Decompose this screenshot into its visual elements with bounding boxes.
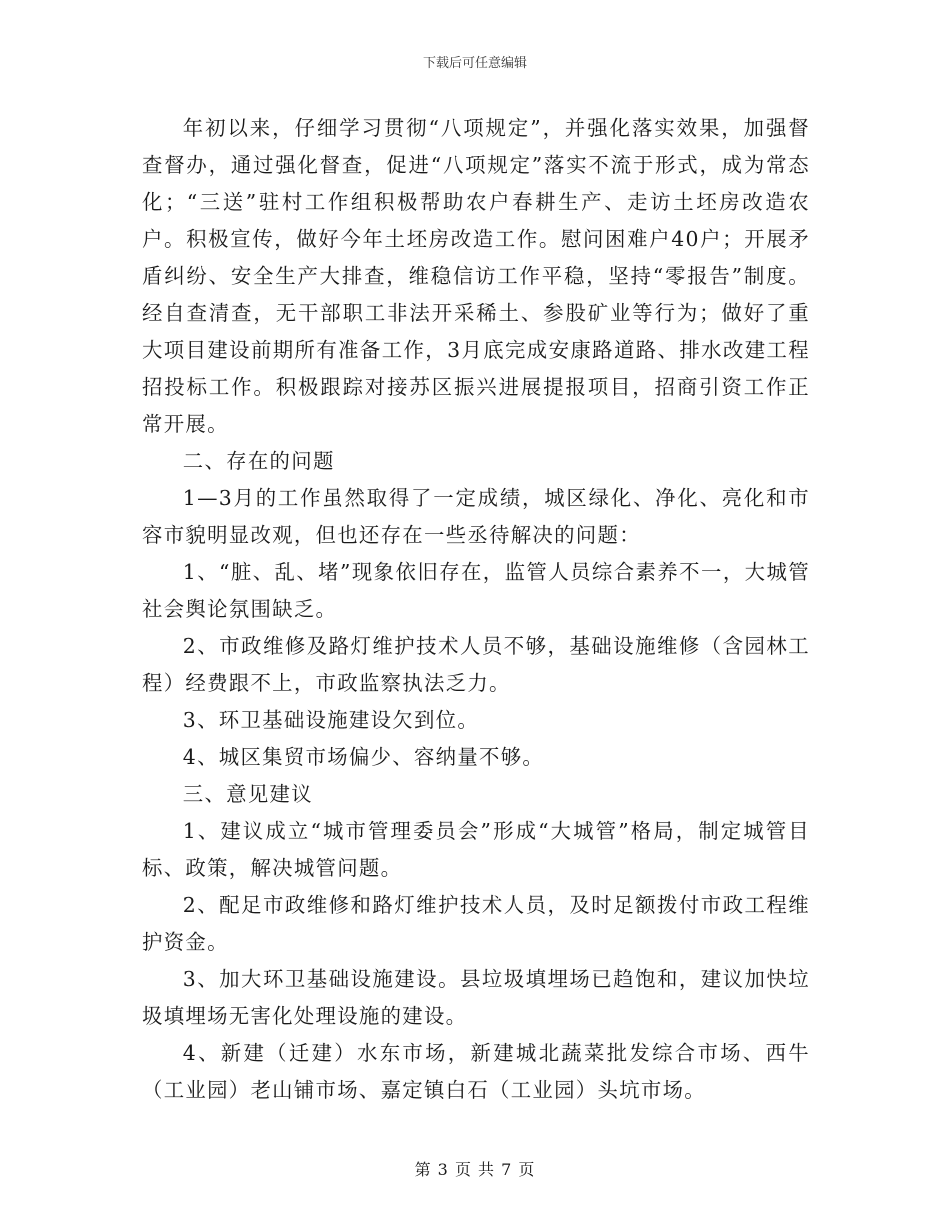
suggestion-item-3: 3、加大环卫基础设施建设。县垃圾填埋场已趋饱和，建议加快垃圾填埋场无害化处理设施的建设。 (142, 967, 810, 1028)
section-heading-problems: 二、存在的问题 (182, 449, 335, 473)
section-heading-suggestions: 三、意见建议 (182, 782, 313, 806)
suggestion-item-4: 4、新建（迁建）水东市场，新建城北蔬菜批发综合市场、西牛（工业园）老山铺市场、嘉定镇白石（工业园）头坑市场。 (142, 1041, 810, 1102)
suggestion-item-2: 2、配足市政维修和路灯维护技术人员，及时足额拨付市政工程维护资金。 (142, 893, 810, 954)
problem-item-2: 2、市政维修及路灯维护技术人员不够，基础设施维修（含园林工程）经费跟不上，市政监察执法乏力。 (142, 634, 810, 695)
problem-item-1: 1、“脏、乱、堵”现象依旧存在，监管人员综合素养不一，大城管社会舆论氛围缺乏。 (142, 560, 810, 621)
page-number: 第 3 页 共 7 页 (414, 1160, 536, 1179)
document-body (142, 110, 810, 1109)
page-header: 下载后可任意编辑 (422, 56, 527, 71)
problem-item-3: 3、环卫基础设施建设欠到位。 (182, 708, 480, 732)
problem-item-4: 4、城区集贸市场偏少、容纳量不够。 (182, 745, 545, 769)
paragraph-work-summary: 年初以来，仔细学习贯彻“八项规定”，并强化落实效果，加强督查督办，通过强化督查，促进“八项规定”落实不流于形式，成为常态化；“三送”驻村工作组积极帮助农户春耕生产、走访土坯房改造农户。积极宣传，做好今年土坯房改造工作。慰问困难户40户；开展矛盾纠纷、安全生产大排查，维稳信访工作平稳，坚持“零报告”制度。经自查清查，无干部职工非法开采稀土、参股矿业等行为；做好了重大项目建设前期所有准备工作，3月底完成安康路道路、排水改建工程招投标工作。积极跟踪对接苏区振兴进展提报项目，招商引资工作正常开展。 (142, 116, 810, 436)
paragraph-problems-intro: 1—3月的工作虽然取得了一定成绩，城区绿化、净化、亮化和市容市貌明显改观，但也还存在一些丞待解决的问题： (142, 486, 810, 547)
suggestion-item-1: 1、建议成立“城市管理委员会”形成“大城管”格局，制定城管目标、政策，解决城管问题。 (142, 819, 810, 880)
